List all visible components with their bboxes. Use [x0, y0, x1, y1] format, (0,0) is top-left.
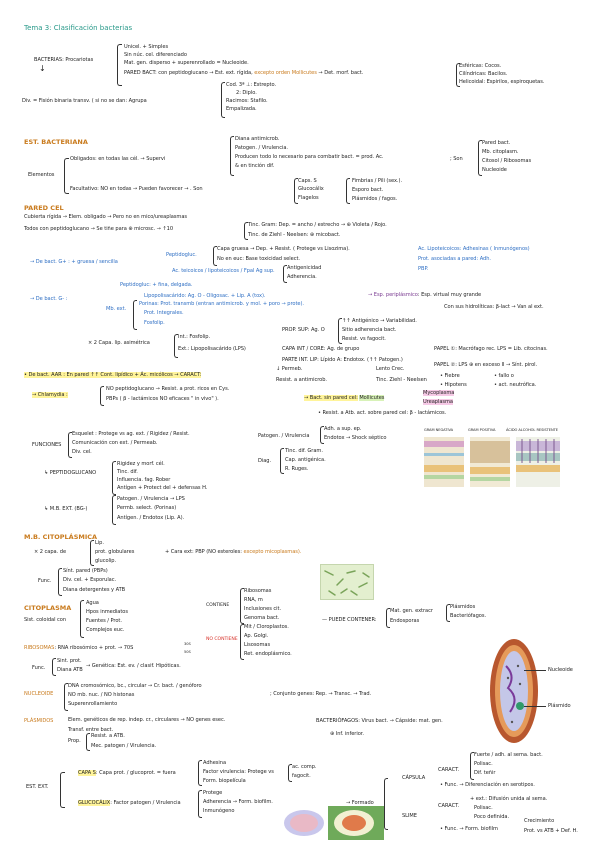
elem-brace [64, 158, 69, 194]
mbcito-heading: M.B. CITOPLÁSMICA [24, 533, 98, 541]
nuc-3: Superenrollamiento [68, 701, 118, 707]
gp-1: Capa gruesa → Dep. + Resist. ( Protege vs Lisozima). [217, 246, 350, 252]
son-2: Mb. citoplasm. [482, 149, 519, 155]
aar-line: • De bact. AAR : En pared ↑↑ Cont. lipídico + Ác. micólicos → CARACT: [24, 372, 202, 378]
ureaplasma: Ureaplasma [423, 399, 453, 405]
son-4: Nucleoide [482, 167, 507, 173]
no-contiene-label: NO CONTIENE [206, 637, 238, 642]
img-gn-label: GRAM NEGATIVA [424, 428, 454, 432]
ribosomas-label: RIBOSOMAS: RNA ribosómico + prot. → 70S [24, 645, 134, 651]
conjunto-genes: ; Conjunto genes: Rep. → Transc. → Trad. [270, 691, 372, 697]
plas-4: Mec. patogen / Virulencia. [91, 743, 157, 749]
facultativo-line: Facultativo: NO en todas → Pueden favorecer → . Son [70, 186, 203, 192]
mb-ext-bg: ↳ M.B. EXT. (BG-) [44, 506, 88, 512]
ribo-f1: Sint. prot. [57, 658, 82, 664]
pp-2: Sitio adherencia bact. [342, 327, 397, 333]
slime-label: SLIME [402, 813, 417, 819]
diag-3: R. Ruges. [285, 466, 309, 472]
fac2-brace [346, 178, 350, 204]
pl-2: Bacteriófagos. [450, 613, 487, 619]
plasmido-pointer [524, 706, 546, 707]
cito-heading: CITOPLASMA [24, 604, 72, 612]
puede-1: Mat. gen. extracr [390, 608, 433, 614]
pepl-4: Antígen + Protect del + defensas H. [117, 485, 208, 491]
plas-2: Transf. entre bact. [68, 727, 114, 733]
cont-4: Genoma bact. [244, 615, 280, 621]
act-neu: • act. neutrófica. [494, 382, 537, 388]
fac-3: Flagelos [298, 195, 319, 201]
caract-4: • Func. → Diferenciación en serotipos. [440, 782, 535, 788]
mbcito-gl: glucolip. [95, 558, 117, 564]
antigen-1: Antigenicidad [287, 265, 322, 271]
plasmido-callout: Plásmido [548, 703, 571, 709]
agr-3: Racimos: Stafilo. [226, 98, 268, 104]
obligados-line: Obligados: en todas las cél. → Supervi [70, 156, 166, 162]
oblig-brace [230, 136, 234, 176]
peptidogluc-label: Peptidogluc. [166, 252, 197, 258]
ribo-30s: 30S [184, 642, 191, 646]
slime-4: • Func. → Form. biofilm [440, 826, 498, 832]
est-bact-heading: EST. BACTERIANA [24, 138, 88, 146]
son-3: Citosol / Ribosomas [482, 158, 532, 164]
patogen-label: Patogen. / Virulencia [258, 433, 310, 439]
pp-3: Resist. vs fagocit. [342, 336, 386, 342]
chlamydia-label: → Chlamydia : [32, 392, 68, 398]
capa-s-line: CAPA S: Capa prot. / glucoprot. = fuera [78, 770, 176, 776]
bacteriofagos: BACTERIÓFAGOS: Virus bact. → Cápside: mat. gen. [316, 718, 443, 724]
capa-3: Form. biopelícula [203, 778, 246, 784]
cont-3: Inclusiones cit. [244, 606, 282, 612]
glucocalix-line: GLUCOCÁLIX: Factor patogen / Virulencia [78, 800, 181, 806]
chl-brace [100, 386, 104, 406]
oblig-1: Diana antimicrob. [235, 136, 280, 142]
bacterias-brace [117, 44, 122, 86]
bacteria-micrograph [320, 564, 374, 600]
cito-brace [80, 600, 84, 638]
cito-a3: Fuentes / Prot. [86, 618, 122, 624]
pv-1: Adh. a sup. ep. [324, 426, 362, 432]
slime-3: Poco definida. [474, 814, 510, 820]
mbfunc-3: Diana detergentes y ATB [63, 587, 126, 593]
cito-a2: Hpos inmediatos [86, 609, 128, 615]
int-1: Int.: Fosfolip. [178, 334, 211, 340]
noc-3: Lisosomas [244, 642, 271, 648]
slime-caract: CARACT. [438, 803, 460, 809]
capsula-label: CÁPSULA [402, 775, 426, 781]
morf-2: Cilíndricas: Bacilos. [459, 71, 508, 77]
capsule-image-2 [328, 806, 384, 840]
mycoplasma: Mycoplasma [423, 390, 455, 396]
cont-2: RNA, m [244, 597, 263, 603]
pp-1: ↑↑ Antigénico → Variabilidad. [342, 318, 417, 324]
capa-2c: fagocit. [292, 773, 311, 779]
agr-1: Cod. 3ª ⊥: Estrepto. [226, 82, 277, 88]
chl-2: PBPs ( β - lactámicos NO eficaces " in vivo" ). [106, 396, 219, 402]
lip-line: PARTE INT. LIP: Lípido A: Endotox. (↑↑ Patogen.) [282, 357, 403, 363]
sin-pared: → Bact. sin pared cel: Mollicutes [304, 395, 385, 401]
mb-ext-brace [112, 495, 116, 525]
fac-2: Glucocálix [298, 186, 324, 192]
func-1: Esquelet : Protege vs ag. ext. / Rigidez / Resist. [72, 431, 190, 437]
estext-brace [60, 772, 65, 808]
micrograph-svg [321, 565, 373, 599]
diag-label: Diag. [258, 458, 272, 464]
right-1: Ac. Lipoteicoicos: Adhesinas ( Inmunógenos) [418, 246, 530, 252]
bact-line-1: Unicel. + Simples [124, 44, 169, 50]
chl-1: NO peptidoglucano → Resist. a prot. ricos en Cys. [106, 386, 230, 392]
bacteriofagos-2: ⊕ Inf. inferior. [330, 731, 364, 737]
right-2: Prot. asociadas a pared: Adh. [418, 256, 491, 262]
agr-2: 2: Diplo. [236, 90, 257, 96]
pepl-3: Influencia. fag. Rober [117, 477, 171, 483]
nuc-2: NO mb. nuc. / NO histonas [68, 692, 135, 698]
aar-2: Resist. a antimicrob. [276, 377, 327, 383]
esp-line: → Esp. periplásmico: Esp. virtual muy grande [368, 292, 482, 298]
diag-2: Cap. antigénica. [285, 457, 326, 463]
bact-line-3: Mat. gen. disperso + superenrollado = Nucleoide. [124, 60, 249, 66]
gram-1: Tinc. Gram: Dep. = ancho / estrecho → ⊕ Violeta / Rojo. [248, 222, 387, 228]
gn-1: Peptidogluc: + fina, delgada. [120, 282, 193, 288]
gn-4: Prot. Integrales. [144, 310, 184, 316]
bacterium-illustration [486, 636, 542, 746]
gram-pos-line: → De bact. G+ : + gruesa / sencilla [30, 259, 118, 265]
func-2: Comunicación con ext. / Permeab. [72, 440, 158, 446]
funciones-label: FUNCIONES [32, 442, 62, 448]
elementos-label: Elementos [28, 172, 55, 178]
aar-2b: Tinc. Ziehl - Neelsen [376, 377, 427, 383]
fac2-2: Esporo bact. [352, 187, 384, 193]
noc-1: Mit / Cloroplastos. [244, 624, 289, 630]
morf-3: Helicoidal: Espirilos, espiroquetas. [459, 79, 545, 85]
pared-l1: Cubierta rígida → Elem. obligado → Pero no en mico/ureaplasmas [24, 214, 188, 220]
noc-2: Ap. Golgi. [244, 633, 269, 639]
x2-capa: × 2 Capa. lip. asimétrica [88, 340, 150, 346]
x2-capa-de: × 2 capa. de [34, 549, 67, 555]
ribo-50s: 50S [184, 650, 191, 654]
slime-6: Prot. vs ATB + Def. H. [524, 828, 578, 834]
mb-ext-label: Mb. ext. [106, 306, 127, 312]
down-arrow-icon: ↓ [39, 64, 46, 73]
plasmidos-label: PLÁSMIDOS [24, 718, 54, 724]
bact-line-2: Sin núc. cel. diferenciado [124, 52, 187, 58]
plas-3: Resist. a ATB. [91, 733, 125, 739]
pepl-brace [112, 461, 116, 495]
nucleoide-pointer [524, 670, 546, 671]
mbcito-brace [90, 540, 94, 566]
mbcito-lip: Lip. [95, 540, 104, 546]
int-2: Ext.: Lipopolisacárido (LPS) [178, 346, 246, 352]
bacterium-svg [486, 636, 542, 746]
esp-line-2: Con sus hidrolíticas: β-lact → Van al ext. [444, 304, 544, 310]
agrupa-brace [221, 82, 225, 118]
img-ac-label: ÁCIDO ALCOHOL RESISTENTE [506, 428, 558, 432]
resist-line: • Resist. a Atb. act. sobre pared cel: β - lactámicos. [318, 410, 447, 416]
nucleoide-label: NUCLEOIDE [24, 691, 54, 697]
puede-2: Endosporas [390, 618, 420, 624]
mbcito-pg: prot. globulares [95, 549, 135, 555]
right-3: PBP. [418, 266, 429, 272]
gp-2: No en euc: Base toxicidad select. [217, 256, 300, 262]
bacterias-label: BACTERIAS: Procariotas [34, 57, 94, 63]
pared-l2: Todos con peptidoglucano → Se tiñe para ⊕ microsc. → ↑10 [24, 226, 174, 232]
son-label: ; Son [450, 156, 463, 162]
slime-2: Polisac. [474, 805, 493, 811]
hipotens: • Hipotens [440, 382, 467, 388]
pared-heading: PARED CEL [24, 204, 64, 212]
peptidoglucano-label: ↳ PEPTIDOGLUCANO [44, 470, 97, 476]
mbfunc-brace [58, 568, 62, 596]
pepl-2: Tinc. dif. [117, 469, 138, 475]
prop-sup: PROP. SUP: Ag. O [282, 327, 325, 333]
capsule-svg-1 [282, 808, 326, 838]
gram-neg-line: → De bact. G- : [30, 296, 68, 302]
cito-a1: Agua [86, 600, 99, 606]
cell-wall-svg [422, 433, 562, 491]
diag-1: Tinc. dif. Gram. [285, 448, 323, 454]
mb-2: Permb. select. (Porinas) [117, 505, 177, 511]
img-gp-label: GRAM POSITIVA [468, 428, 496, 432]
cito-a4: Complejos euc. [86, 627, 125, 633]
fac-1: Caps. S [298, 178, 317, 184]
div-line: Div. = Fisión binaria transv. ( si no se dan: Agrupa [22, 98, 147, 104]
mbfunc-2: Div. cel. + Esporulac. [63, 577, 117, 583]
glu-1: Protege [203, 790, 223, 796]
core-line: CAPA INT / CORE: Ag. de grupo [282, 346, 360, 352]
plas-prop: Prop. [68, 738, 81, 744]
fac2-1: Fimbrias / Pili (sex.). [352, 178, 403, 184]
mbcito-func: Func. [38, 578, 52, 584]
papel-2: PAPEL ②: LPS ⊕ en exceso II → Sínt. pirol. [434, 362, 538, 368]
mbfunc-1: Sínt. pared (PBPs) [63, 568, 108, 574]
plas-1: Elem. genéticos de rep. indep. cr., circulares → NO genes esec. [68, 717, 226, 723]
gn-3: Porinas: Prot. transmb (entran antimicrob. y mol. + poro → prote). [139, 301, 304, 307]
son-1: Pared bact. [482, 140, 511, 146]
func-3: Div. cel. [72, 449, 92, 455]
cont-1: Ribosomas [244, 588, 272, 594]
puede-contener: — PUEDE CONTENER: [322, 617, 377, 623]
ribo-brace [52, 658, 56, 676]
gram-2: Tinc. de Ziehl - Neelsen: ⊕ micobact. [248, 232, 341, 238]
aar-1: ↓ Permeb. [276, 366, 303, 372]
fiebre: • Fiebre [440, 373, 460, 379]
gn-5: Fosfolip. [144, 320, 165, 326]
mb-3: Antígen. / Endotox (Lip. A). [117, 515, 185, 521]
mbcito-cara: + Cara ext: PBP (NO esteroles: excepto micoplasmas). [165, 549, 302, 555]
ribo-func: Func. [32, 665, 46, 671]
pl-1: Plásmidos [450, 604, 476, 610]
slime-1: + ext.: Difusión unida al sema. [470, 796, 548, 802]
caract-3: Dif. teñir [474, 770, 496, 776]
capa-2b: ac. comp. [292, 764, 317, 770]
glu-2: Adherencia → Form. biofilm. [203, 799, 273, 805]
est-ext-label: EST. EXT. [26, 784, 49, 790]
diag-brace [280, 448, 284, 474]
oblig-4: & en tinción dif. [235, 163, 275, 169]
capa-2: Factor virulencia: Protege vs [203, 769, 274, 775]
slime-5: Crecimiento [524, 818, 555, 824]
antigen-2: Adherencia. [287, 274, 317, 280]
contiene-label: CONTIENE [206, 603, 230, 608]
caract-2: Polisac. [474, 761, 493, 767]
agr-4: Empalizada. [226, 106, 257, 112]
mb-brace [133, 300, 137, 330]
ac-teicoicos: Ac. teicoicos / lipoteicoicos / Fpal Ag sup. [172, 268, 275, 274]
nucleoide-callout: Nucleoide [548, 667, 573, 673]
noc-4: Ret. endoplásmico. [244, 651, 292, 657]
formado: → Formado [346, 800, 374, 806]
capa-1: Adhesina [203, 760, 227, 766]
mb-1: Patogen. / Virulencia → LPS [117, 496, 185, 502]
bact-line-4: PARED BACT: con peptidoglucano → Est. ext. rígida, excepto orden Mollicutes → Det. morf. bact. [124, 70, 364, 76]
morf-1: Esféricas: Cocos. [459, 63, 502, 69]
oblig-2: Patogen. / Virulencia. [235, 145, 288, 151]
gn-2: Lipopolisacárido: Ag. O - Oligosac. + Lip. A (tox). [144, 293, 266, 299]
oblig-3: Producen todo lo necesario para combatir bact. = prod. Ac. [235, 154, 384, 160]
papel-1: PAPEL ①: Macrófago rec. LPS = Lib. citocinas. [434, 346, 548, 352]
capa-brace [198, 760, 202, 786]
aar-1b: Lento Crec. [376, 366, 405, 372]
prop-brace [86, 733, 90, 751]
formado-brace [384, 778, 388, 830]
capsule-image-1 [282, 808, 326, 838]
caract-1: Fuerte / adh. al sema. bact. [474, 752, 543, 758]
nuc-1: DNA cromosómico, bc., circular → Cr. bact. / genóforo [68, 683, 202, 689]
page-title: Tema 3: Clasificación bacterias [24, 24, 133, 32]
capsule-svg-2 [328, 806, 384, 840]
ribo-f2: Diana ATB [57, 667, 83, 673]
cell-wall-diagram [422, 433, 562, 491]
glu-3: Inmunógeno [203, 808, 235, 814]
pv-2: Endotox → Shock séptico [324, 435, 387, 441]
pepl-1: Rigidez y morf. cél. [117, 461, 165, 467]
ribo-f3: → Genética: Est. ev. / clasif. Hipóticas. [86, 663, 181, 669]
glu-brace [198, 790, 202, 818]
capsula-caract: CARACT. [438, 767, 460, 773]
cito-sist: Sist. coloidal con [24, 617, 67, 623]
fac2-3: Plásmidos / fagos. [352, 196, 398, 202]
fallo: • fallo o [494, 373, 514, 379]
